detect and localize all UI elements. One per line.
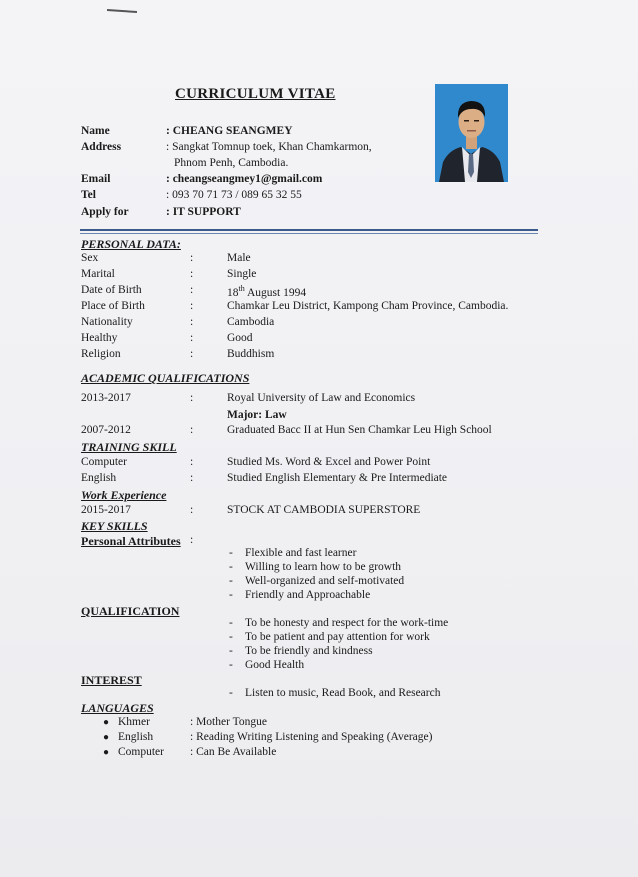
personal-data-heading: PERSONAL DATA:	[81, 237, 181, 251]
bullet-dash: -	[229, 687, 233, 699]
qualification-item: To be honesty and respect for the work-time	[245, 617, 449, 629]
colon: :	[190, 392, 194, 404]
scan-mark	[107, 9, 137, 13]
profile-photo	[435, 84, 508, 182]
training-label: Computer	[81, 456, 127, 468]
tel-label: Tel	[81, 189, 96, 201]
colon: :	[190, 504, 194, 516]
nationality-value: Cambodia	[227, 316, 275, 328]
document-title: CURRICULUM VITAE	[175, 86, 336, 102]
marital-value: Single	[227, 268, 257, 280]
dob-label: Date of Birth	[81, 284, 142, 296]
work-position: STOCK AT CAMBODIA SUPERSTORE	[227, 504, 421, 516]
colon: :	[190, 252, 194, 264]
bullet-dash: -	[229, 547, 233, 559]
training-label: English	[81, 472, 117, 484]
bullet-dash: -	[229, 631, 233, 643]
qualification-item: To be patient and pay attention for work	[245, 631, 430, 643]
address-value: : Sangkat Tomnup toek, Khan Chamkarmon,	[166, 141, 372, 153]
bullet-dash: -	[229, 617, 233, 629]
academic-year: 2013-2017	[81, 392, 131, 404]
header-divider-thin	[80, 233, 538, 234]
qualification-heading: QUALIFICATION	[81, 604, 180, 618]
address-label: Address	[81, 141, 122, 153]
key-skills-heading: KEY SKILLS	[81, 519, 148, 533]
training-value: Studied English Elementary & Pre Intermediate	[227, 472, 448, 484]
healthy-value: Good	[227, 332, 253, 344]
header-divider	[80, 229, 538, 231]
email-value: : cheangseangmey1@gmail.com	[166, 173, 323, 185]
training-value: Studied Ms. Word & Excel and Power Point	[227, 456, 431, 468]
bullet-dash: -	[229, 659, 233, 671]
language-name: Khmer	[118, 716, 150, 728]
academic-school: Graduated Bacc II at Hun Sen Chamkar Leu High School	[227, 424, 492, 436]
apply-for-label: Apply for	[81, 206, 129, 218]
language-level: : Reading Writing Listening and Speaking (Average)	[190, 731, 433, 743]
work-years: 2015-2017	[81, 504, 131, 516]
skill-item: Friendly and Approachable	[245, 589, 371, 601]
academic-school: Royal University of Law and Economics	[227, 392, 416, 404]
language-level: : Can Be Available	[190, 746, 277, 758]
interest-heading: INTEREST	[81, 673, 142, 687]
place-of-birth-label: Place of Birth	[81, 300, 145, 312]
dob-value	[227, 284, 306, 299]
dob-suffix: th	[238, 284, 245, 293]
religion-label: Religion	[81, 348, 121, 360]
colon: :	[190, 456, 194, 468]
healthy-label: Healthy	[81, 332, 118, 344]
name-label: Name	[81, 125, 110, 137]
place-of-birth-value: Chamkar Leu District, Kampong Cham Province, Cambodia.	[227, 300, 509, 312]
colon: :	[190, 332, 194, 344]
colon: :	[190, 268, 194, 280]
bullet-dot: ●	[103, 747, 110, 758]
colon: :	[190, 472, 194, 484]
marital-label: Marital	[81, 268, 115, 280]
language-level: : Mother Tongue	[190, 716, 267, 728]
bullet-dash: -	[229, 589, 233, 601]
academic-year: 2007-2012	[81, 424, 131, 436]
nationality-label: Nationality	[81, 316, 133, 328]
skill-item: Willing to learn how to be growth	[245, 561, 402, 573]
dob-day: 18	[227, 286, 239, 299]
skill-item: Well-organized and self-motivated	[245, 575, 405, 587]
interest-item: Listen to music, Read Book, and Research	[245, 687, 441, 699]
religion-value: Buddhism	[227, 348, 275, 360]
academic-major: Major: Law	[227, 409, 287, 421]
bullet-dash: -	[229, 561, 233, 573]
colon: :	[190, 284, 194, 296]
qualification-item: Good Health	[245, 659, 305, 671]
sex-value: Male	[227, 252, 251, 264]
colon: :	[190, 316, 194, 328]
academic-heading: ACADEMIC QUALIFICATIONS	[81, 371, 250, 385]
qualification-item: To be friendly and kindness	[245, 645, 373, 657]
tel-value: : 093 70 71 73 / 089 65 32 55	[166, 189, 302, 201]
colon: :	[190, 300, 194, 312]
language-name: English	[118, 731, 154, 743]
training-heading: TRAINING SKILL	[81, 440, 177, 454]
name-value: : CHEANG SEANGMEY	[166, 125, 293, 137]
sex-label: Sex	[81, 252, 99, 264]
language-name: Computer	[118, 746, 164, 758]
bullet-dash: -	[229, 645, 233, 657]
address-value-line2: Phnom Penh, Cambodia.	[174, 157, 289, 169]
colon: :	[190, 348, 194, 360]
dob-rest: August 1994	[244, 286, 307, 299]
email-label: Email	[81, 173, 111, 185]
personal-attributes-heading: Personal Attributes	[81, 534, 181, 548]
bullet-dash: -	[229, 575, 233, 587]
bullet-dot: ●	[103, 717, 110, 728]
languages-heading: LANGUAGES	[81, 701, 154, 715]
skill-item: Flexible and fast learner	[245, 547, 357, 559]
apply-for-value: : IT SUPPORT	[166, 206, 241, 218]
work-heading: Work Experience	[81, 488, 167, 502]
bullet-dot: ●	[103, 732, 110, 743]
colon: :	[190, 424, 194, 436]
colon: :	[190, 534, 194, 546]
